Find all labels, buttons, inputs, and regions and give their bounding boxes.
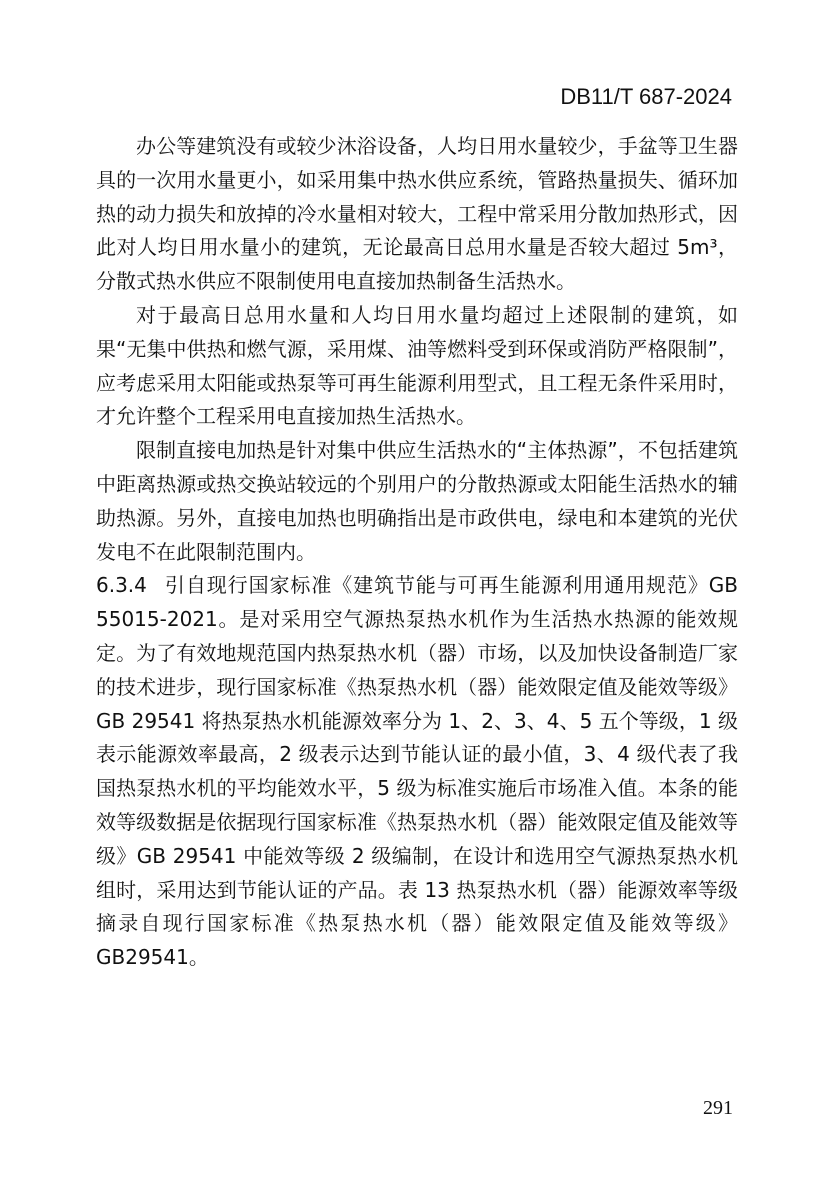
section-text: 引自现行国家标准《建筑节能与可再生能源利用通用规范》GB 55015-2021。是对采用空气源热泵热水机作为生活热水热源的能效规定。为了有效地规范国内热泵热水机（器）市场，以及加快设备制造厂家的技术进步，现行国家标准《热泵热水机（器）能效限定值及能效等级》GB 29541 将热泵热水机能源效率分为 1、2、3、4、5 五个等级，1 级表示能源效率最高，2 级表示达到节能认证的最小值，3、4 级代表了我国热泵热水机的平均能效水平，5 级为标准实施后市场准入值。本条的能效等级数据是依据现行国家标准《热泵热水机（器）能效限定值及能效等级》GB 29541 中能效等级 2 级编制，在设计和选用空气源热泵热水机组时，采用达到节能认证的产品。表 13 热泵热水机（器）能源效率等级摘录自现行国家标准《热泵热水机（器）能效限定值及能效等级》GB29541。 — [96, 573, 738, 970]
page-number: 291 — [703, 1097, 733, 1119]
section-number: 6.3.4 — [96, 573, 147, 598]
paragraph-main-heat-source: 限制直接电加热是针对集中供应生活热水的“主体热源”，不包括建筑中距离热源或热交换站较远的个别用户的分散热源或太阳能生活热水的辅助热源。另外，直接电加热也明确指出是市政供电，绿电和本建筑的光伏发电不在此限制范围内。 — [96, 438, 738, 564]
paragraph-large-buildings: 对于最高日总用水量和人均日用水量均超过上述限制的建筑，如果“无集中供热和燃气源，采用煤、油等燃料受到环保或消防严格限制”，应考虑采用太阳能或热泵等可再生能源利用型式，且工程无条件采用时，才允许整个工程采用电直接加热生活热水。 — [96, 302, 738, 429]
section-6-3-4 — [96, 569, 738, 975]
document-body — [96, 130, 738, 975]
standard-code-header: DB11/T 687-2024 — [560, 84, 732, 109]
paragraph-office-buildings: 办公等建筑没有或较少沐浴设备，人均日用水量较少，手盆等卫生器具的一次用水量更小，如采用集中热水供应系统，管路热量损失、循环加热的动力损失和放掉的冷水量相对较大，工程中常采用分散加热形式，因此对人均日用水量小的建筑，无论最高日总用水量是否较大超过 5m³，分散式热水供应不限制使用电直接加热制备生活热水。 — [96, 134, 738, 294]
